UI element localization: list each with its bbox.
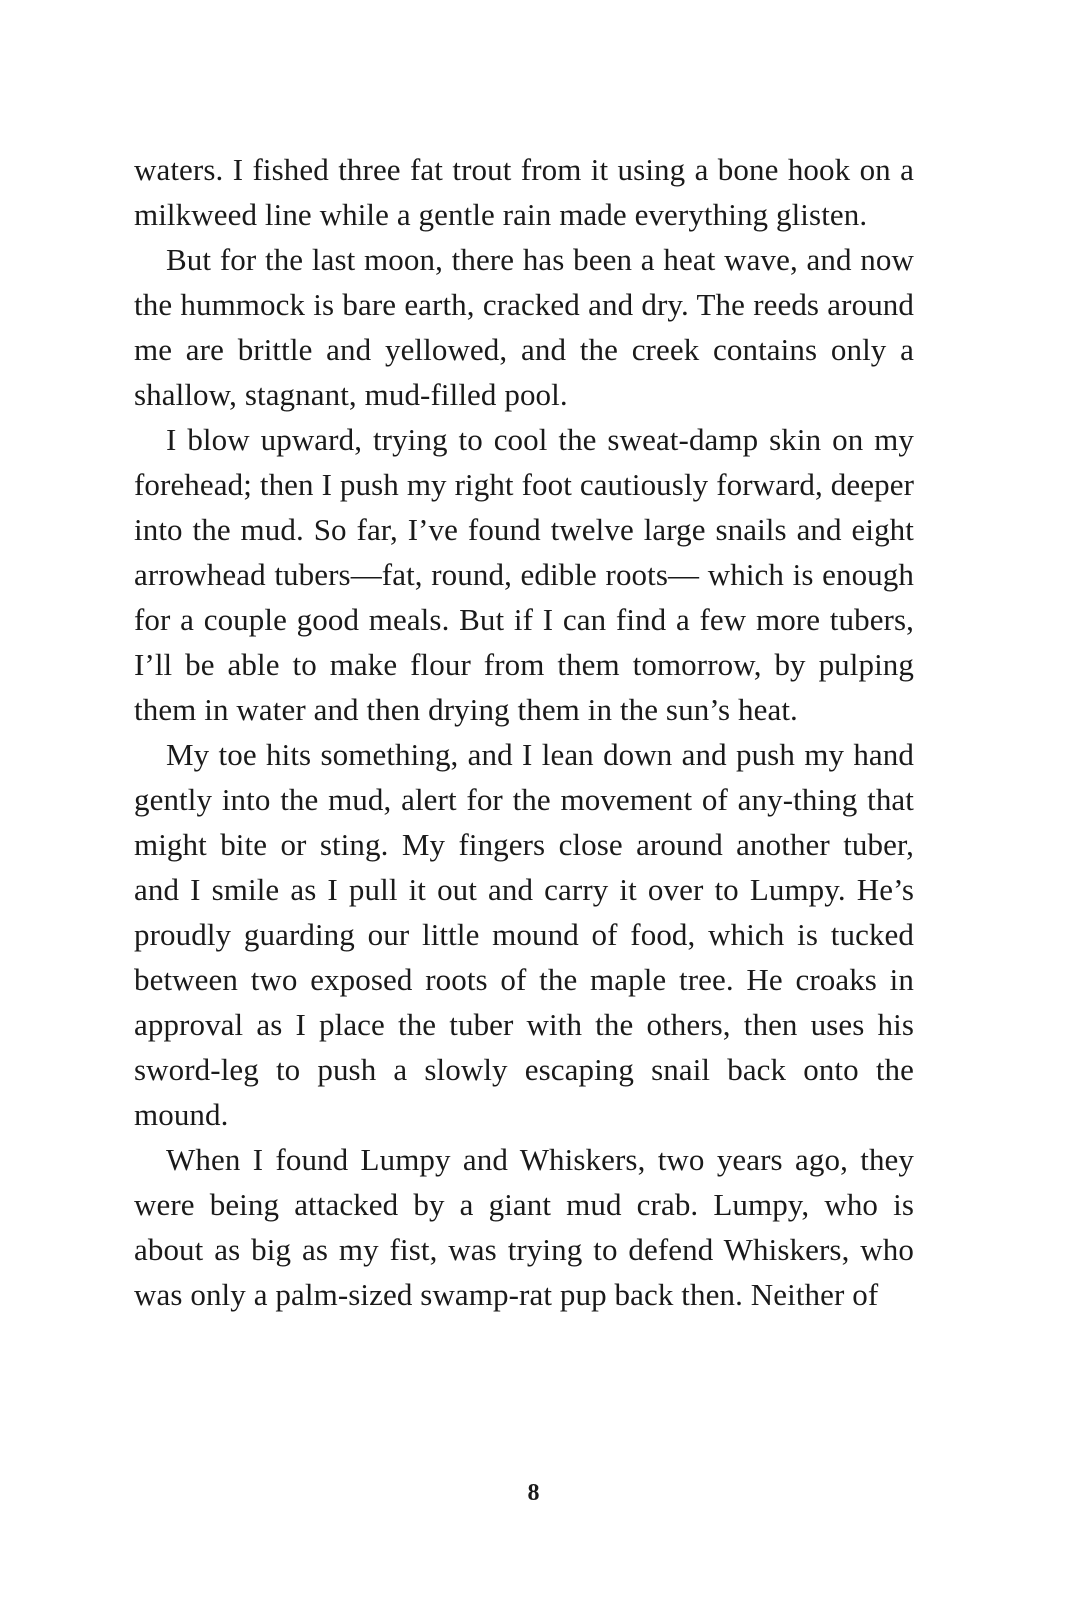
paragraph-5: When I found Lumpy and Whiskers, two years ago, they were being attacked by a giant mud crab. Lumpy, who is about as big as my fist, was trying to defend Whiskers, who was only a palm-sized swamp-rat pup back then. Neither of [134,1142,914,1312]
page-number: 8 [527,1480,540,1506]
paragraph-4: My toe hits something, and I lean down and push my hand gently into the mud, alert for the movement of any-thing that might bite or sting. My fingers close around another tuber, and I smile as I pull it out and carry it over to Lumpy. He’s proudly guarding our little mound of food, which is tucked between two exposed roots of the maple tree. He croaks in approval as I place the tuber with the others, then uses his sword-leg to push a slowly escaping snail back onto the mound. [134,737,914,1132]
paragraph-1: waters. I fished three fat trout from it using a bone hook on a milkweed line while a gentle rain made everything glisten. [134,152,914,232]
body-text [134,147,914,1317]
paragraph-2: But for the last moon, there has been a heat wave, and now the hummock is bare earth, cracked and dry. The reeds around me are brittle and yellowed, and the creek contains only a shallow, stagnant, mud-filled pool. [134,242,914,412]
paragraph-3: I blow upward, trying to cool the sweat-damp skin on my forehead; then I push my right foot cautiously forward, deeper into the mud. So far, I’ve found twelve large snails and eight arrowhead tubers—fat, round, edible roots— which is enough for a couple good meals. But if I can find a few more tubers, I’ll be able to make flour from them tomorrow, by pulping them in water and then drying them in the sun’s heat. [134,422,914,727]
